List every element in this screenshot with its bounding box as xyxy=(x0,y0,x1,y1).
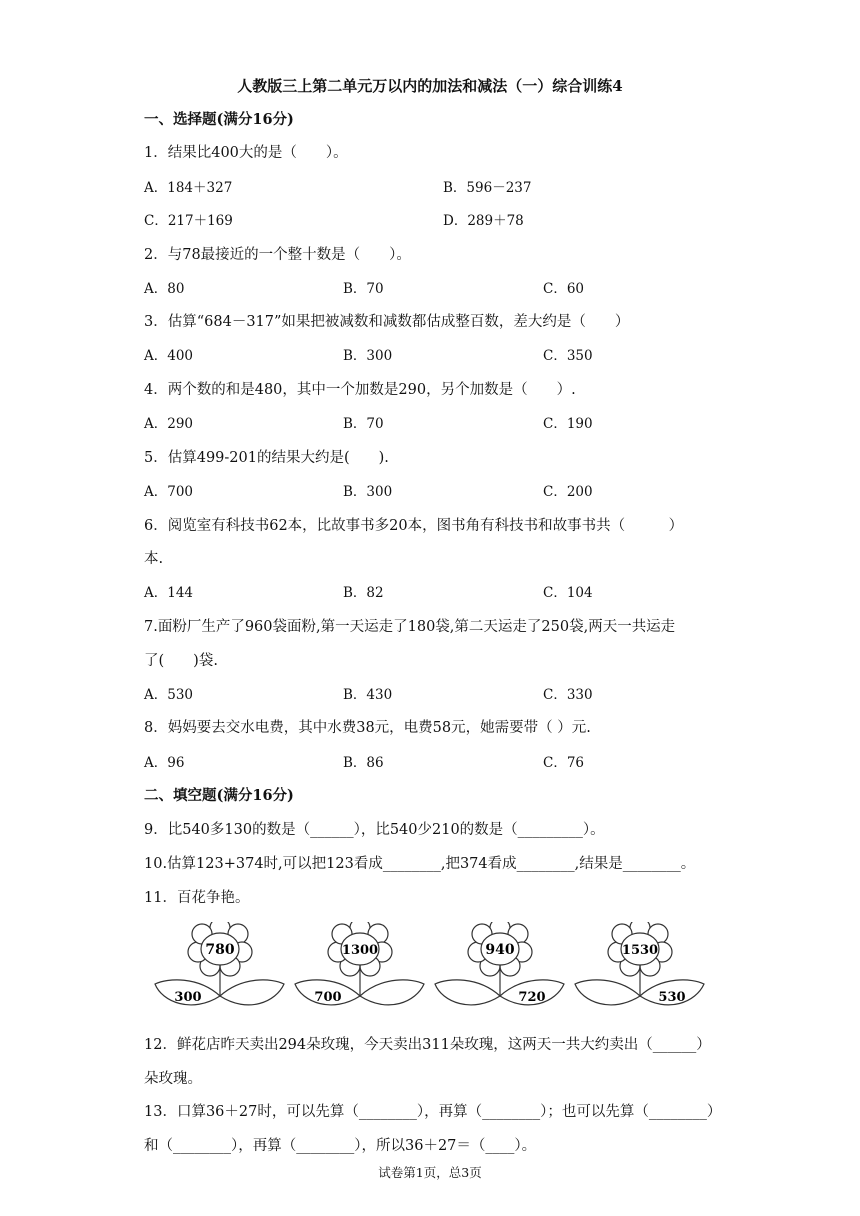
q4-option-c: C．190 xyxy=(543,416,593,432)
q7-option-b: B．430 xyxy=(343,687,393,703)
q3-option-a: A．400 xyxy=(144,348,194,364)
q8-option-b: B．86 xyxy=(343,755,384,771)
flower-4 xyxy=(575,922,704,1005)
q8-option-c: C．76 xyxy=(543,755,585,771)
q3-option-c: C．350 xyxy=(543,348,593,364)
question-2: 2．与78最接近的一个整十数是（ ）。 xyxy=(144,247,411,263)
flower-1-left-leaf-number: 300 xyxy=(174,990,202,1005)
question-3: 3．估算“684－317”如果把被减数和减数都估成整百数，差大约是（ ） xyxy=(144,314,630,330)
q3-option-b: B．300 xyxy=(343,348,393,364)
section-choice-heading: 一、选择题(满分16分) xyxy=(144,111,294,128)
q7-option-c: C．330 xyxy=(543,687,593,703)
flower-2-left-leaf-number: 700 xyxy=(314,990,342,1005)
flower-2 xyxy=(295,922,424,1005)
flower-1 xyxy=(155,922,284,1005)
flower-1-center-number: 780 xyxy=(205,942,235,958)
question-5: 5．估算499-201的结果大约是( ). xyxy=(144,450,389,466)
question-9: 9．比540多130的数是（______），比540少210的数是（_________）。 xyxy=(144,822,605,838)
question-12-line-2: 朵玫瑰。 xyxy=(144,1071,202,1087)
q1-option-a: A．184＋327 xyxy=(144,180,233,196)
question-10: 10.估算123+374时,可以把123看成________,把374看成________,结果是________。 xyxy=(144,856,696,872)
flower-2-center-number: 1300 xyxy=(341,943,379,958)
q1-option-c: C．217＋169 xyxy=(144,213,233,229)
q1-option-b: B．596－237 xyxy=(443,180,532,196)
q6-option-c: C．104 xyxy=(543,585,593,601)
q6-option-a: A．144 xyxy=(144,585,194,601)
flower-4-center-number: 1530 xyxy=(621,943,659,958)
q5-option-c: C．200 xyxy=(543,484,593,500)
q5-option-b: B．300 xyxy=(343,484,393,500)
question-4: 4．两个数的和是480，其中一个加数是290，另个加数是（ ）. xyxy=(144,382,576,398)
q5-option-a: A．700 xyxy=(144,484,194,500)
page-title: 人教版三上第二单元万以内的加法和减法（一）综合训练4 xyxy=(237,77,623,95)
question-12-line-1: 12．鲜花店昨天卖出294朵玫瑰，今天卖出311朵玫瑰，这两天一共大约卖出（______） xyxy=(144,1037,711,1053)
question-6-line-2: 本. xyxy=(144,551,164,567)
q2-option-b: B．70 xyxy=(343,281,384,297)
page-footer: 试卷第1页，总3页 xyxy=(378,1165,482,1180)
question-13-line-1: 13．口算36＋27时，可以先算（________），再算（________）；也可以先算（________） xyxy=(144,1104,722,1120)
q2-option-a: A．80 xyxy=(144,281,185,297)
q7-option-a: A．530 xyxy=(144,687,194,703)
question-7-line-1: 7.面粉厂生产了960袋面粉,第一天运走了180袋,第二天运走了250袋,两天一共运走 xyxy=(144,619,676,635)
q4-option-a: A．290 xyxy=(144,416,194,432)
q8-option-a: A．96 xyxy=(144,755,185,771)
flower-3-right-leaf-number: 720 xyxy=(518,990,546,1005)
question-6-line-1: 6．阅览室有科技书62本，比故事书多20本，图书角有科技书和故事书共（ ） xyxy=(144,518,684,534)
q6-option-b: B．82 xyxy=(343,585,384,601)
question-11: 11．百花争艳。 xyxy=(144,890,250,906)
question-1: 1．结果比400大的是（ ）。 xyxy=(144,145,348,161)
flower-3-center-number: 940 xyxy=(485,942,515,958)
q4-option-b: B．70 xyxy=(343,416,384,432)
flower-illustration xyxy=(150,922,710,1022)
flower-4-right-leaf-number: 530 xyxy=(658,990,686,1005)
q2-option-c: C．60 xyxy=(543,281,585,297)
section-fill-heading: 二、填空题(满分16分) xyxy=(144,787,294,804)
question-8: 8．妈妈要去交水电费，其中水费38元，电费58元，她需要带（ ）元. xyxy=(144,720,591,736)
question-7-line-2: 了( )袋. xyxy=(144,653,218,669)
q1-option-d: D．289＋78 xyxy=(443,213,524,229)
flower-3 xyxy=(435,922,564,1005)
question-13-line-2: 和（________），再算（________），所以36＋27＝（____）。 xyxy=(144,1138,537,1154)
